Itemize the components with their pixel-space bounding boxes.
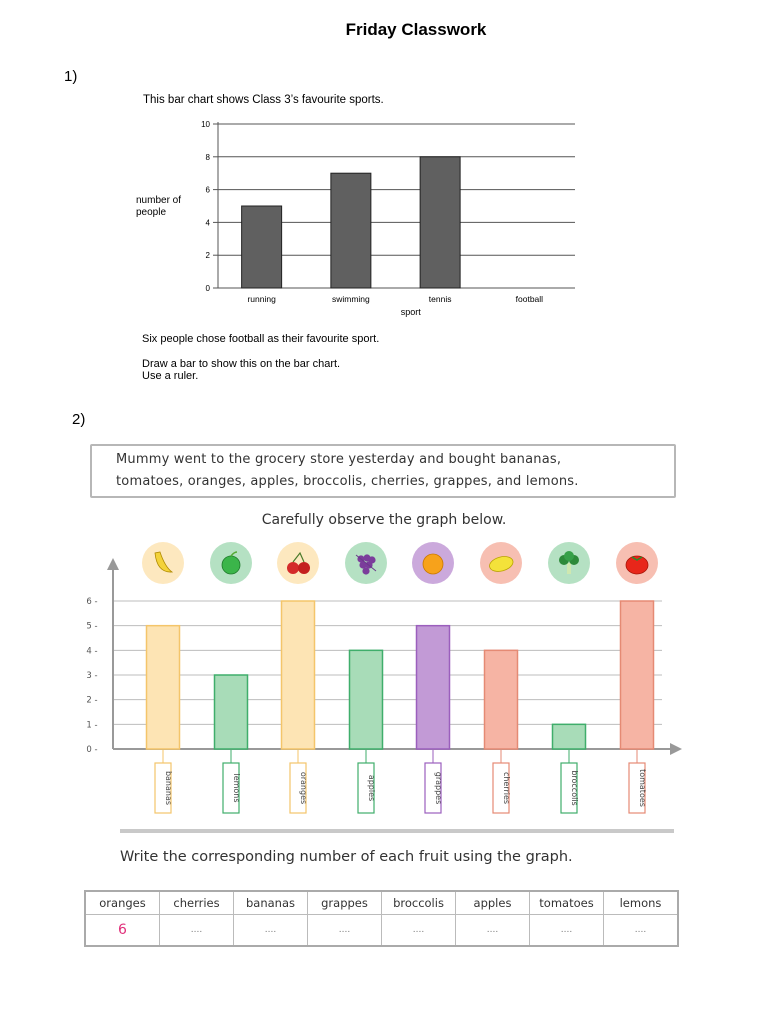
x-tick-label: football [515, 294, 544, 304]
table-header-cell: cherries [160, 891, 234, 915]
table-header-cell: broccolis [382, 891, 456, 915]
question-1-number: 1) [64, 68, 78, 85]
y-tick-label: 6 [205, 185, 210, 195]
table-header-cell: apples [456, 891, 530, 915]
fruit-bar-chart [80, 540, 700, 820]
orange-shape [423, 554, 443, 574]
x-axis-arrow [670, 743, 682, 755]
y-axis-arrow [107, 558, 119, 570]
y-tick-label: 8 [205, 152, 210, 162]
story-box [90, 444, 676, 498]
apple-icon [210, 542, 252, 584]
y-tick-label: 1 - [86, 720, 98, 731]
y-tick-label: 5 - [86, 621, 98, 632]
bar-swimming [331, 173, 371, 288]
grapes-icon [345, 542, 387, 584]
q1-instruction-football: Six people chose football as their favourite sport. [142, 333, 380, 345]
x-tick-label: swimming [331, 294, 370, 304]
broccoli-icon [548, 542, 590, 584]
y-axis-label-line-1: number of [136, 195, 182, 206]
x-tick-label: grappes [434, 771, 443, 805]
broccoli-stem [567, 563, 571, 574]
story-line-1: Mummy went to the grocery store yesterday and bought bananas, [116, 452, 562, 467]
table-header-cell: oranges [85, 891, 160, 915]
cherry-shape [287, 562, 299, 574]
x-tick-label: broccolis [570, 770, 579, 806]
bar-cherries [485, 650, 518, 749]
tomato-shape [626, 556, 648, 574]
answer-cell-oranges[interactable]: 6 [85, 915, 160, 947]
grape-shape [362, 567, 369, 574]
q1-instruction-ruler: Use a ruler. [142, 370, 199, 382]
x-tick-label: oranges [299, 771, 308, 805]
cherry-shape [298, 562, 310, 574]
bar-broccolis [553, 724, 586, 749]
y-tick-label: 4 [205, 218, 210, 228]
y-tick-label: 2 [205, 251, 210, 261]
x-tick-label: running [247, 294, 276, 304]
table-answer-row [85, 915, 678, 947]
orange-icon [412, 542, 454, 584]
x-tick-label: tomatoes [638, 769, 647, 807]
answer-cell-apples[interactable]: .... [456, 915, 530, 947]
x-tick-label: cherries [502, 771, 511, 805]
table-header-cell: bananas [234, 891, 308, 915]
answer-cell-bananas[interactable]: .... [234, 915, 308, 947]
broccoli-head [564, 551, 574, 561]
divider [120, 829, 674, 833]
table-header-cell: lemons [604, 891, 679, 915]
bar-grappes [417, 626, 450, 749]
q1-intro: This bar chart shows Class 3’s favourite sports. [143, 94, 384, 106]
cherries-icon [277, 542, 319, 584]
bar-tomatoes [621, 601, 654, 749]
bar-running [242, 206, 282, 288]
bar-oranges [282, 601, 315, 749]
answer-cell-cherries[interactable]: .... [160, 915, 234, 947]
fruit-count-table [84, 890, 679, 947]
x-tick-label: bananas [164, 770, 173, 806]
y-tick-label: 6 - [86, 597, 98, 607]
answer-cell-broccolis[interactable]: .... [382, 915, 456, 947]
sports-bar-chart [130, 110, 590, 320]
write-instruction: Write the corresponding number of each fruit using the graph. [120, 849, 573, 865]
y-tick-label: 2 - [86, 695, 98, 706]
table-header-row [85, 891, 678, 915]
story-line-2: tomatoes, oranges, apples, broccolis, cherries, grappes, and lemons. [116, 474, 579, 489]
x-tick-label: lemons [232, 773, 241, 803]
tomato-icon [616, 542, 658, 584]
table-header-cell: tomatoes [530, 891, 604, 915]
lemon-icon [480, 542, 522, 584]
y-tick-label: 3 - [86, 671, 98, 681]
y-tick-label: 10 [201, 120, 210, 129]
question-2-number: 2) [72, 411, 86, 428]
bar-lemons [215, 675, 248, 749]
q1-instruction-draw: Draw a bar to show this on the bar chart. [142, 358, 341, 370]
x-tick-label: tennis [428, 294, 452, 304]
table-header-cell: grappes [308, 891, 382, 915]
page-title: Friday Classwork [345, 20, 487, 39]
icon-badge [277, 542, 319, 584]
apple-shape [222, 556, 240, 574]
y-tick-label: 4 - [86, 646, 98, 657]
y-tick-label: 0 - [86, 745, 98, 755]
bar-bananas [147, 626, 180, 749]
observe-instruction: Carefully observe the graph below. [261, 512, 507, 528]
bar-tennis [420, 157, 460, 288]
y-axis-label-line-2: people [136, 207, 167, 218]
y-tick-label: 0 [205, 284, 210, 293]
banana-icon [142, 542, 184, 584]
bar-apples [350, 650, 383, 749]
x-axis-label: sport [400, 307, 421, 317]
answer-cell-grappes[interactable]: .... [308, 915, 382, 947]
answer-cell-tomatoes[interactable]: .... [530, 915, 604, 947]
x-tick-label: apples [367, 774, 376, 802]
answer-cell-lemons[interactable]: .... [604, 915, 679, 947]
